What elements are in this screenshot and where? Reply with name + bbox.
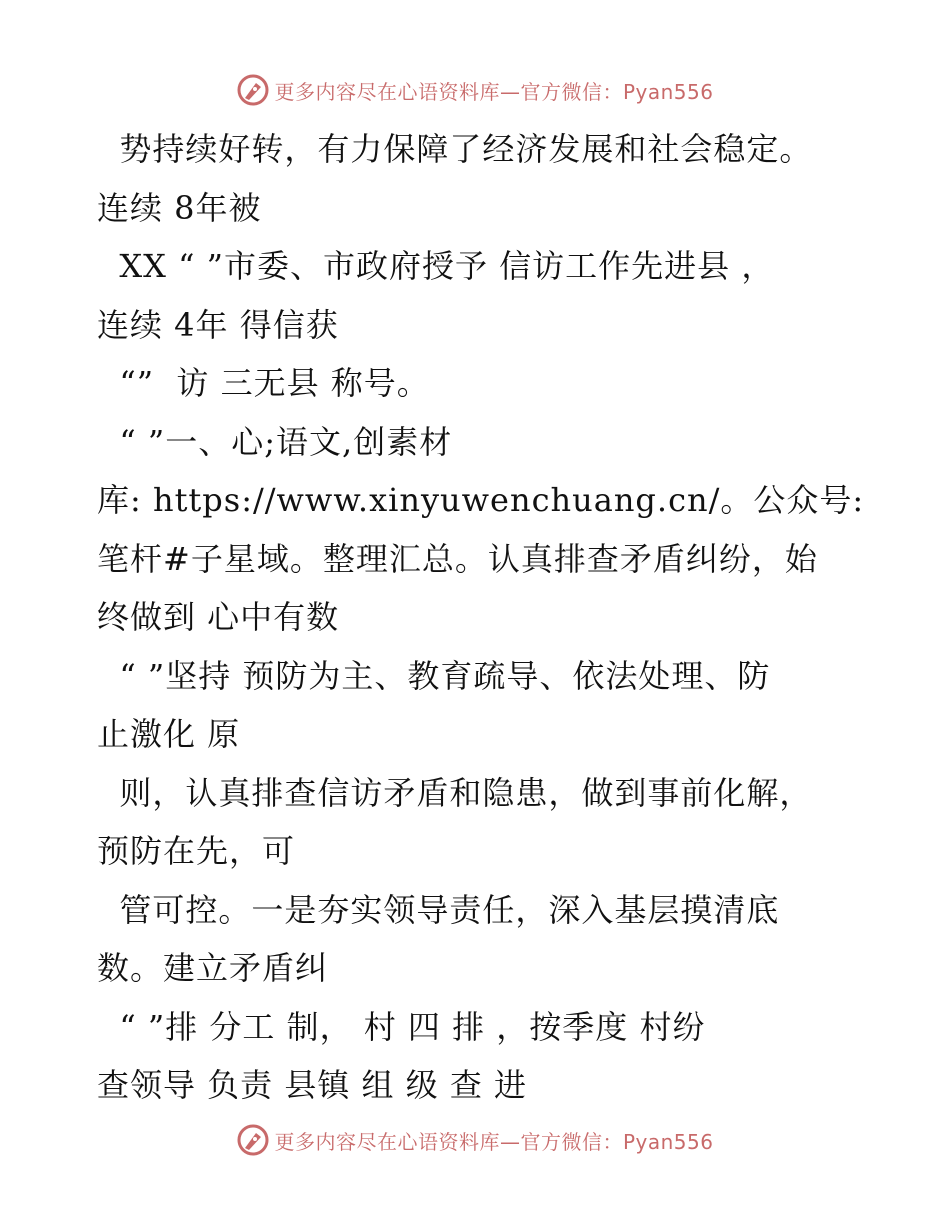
text-line: “ ”一、心;语文,创素材 — [97, 422, 453, 461]
header-watermark — [0, 70, 950, 110]
text-line: 终做到 心中有数 — [97, 598, 340, 636]
text-line: 管可控。一是夯实领导责任，深入基层摸清底 — [97, 890, 780, 929]
text-line: 数。建立矛盾纠 — [97, 949, 329, 987]
text-line: 则，认真排查信访矛盾和隐患，做到事前化解， — [97, 773, 813, 812]
text-line: 势持续好转，有力保障了经济发展和社会稳定。 — [97, 130, 813, 168]
text-line: 连续 4年 得信获 — [97, 305, 339, 344]
text-line: “ ”排 分工 制， 村 四 排 ，按季度 村纷 — [97, 1007, 706, 1046]
watermark-text: 更多内容尽在心语资料库—官方微信：Pyan556 — [274, 1129, 714, 1154]
text-line: “ ”坚持 预防为主、教育疏导、依法处理、防 — [97, 656, 771, 695]
text-line: “” 访 三无县 称号。 — [97, 364, 430, 402]
text-line: 连续 8年被 — [97, 188, 262, 227]
pen-nib-circle-icon — [236, 73, 270, 107]
pen-nib-circle-icon — [236, 1123, 270, 1157]
text-line: 止激化 原 — [97, 715, 241, 753]
text-line: 笔杆#子星域。整理汇总。认真排查矛盾纠纷，始 — [97, 539, 818, 578]
document-body — [97, 120, 887, 1115]
text-line: 库: https://www.xinyuwenchuang.cn/。公众号: — [97, 481, 865, 519]
text-line: XX “ ”市委、市政府授予 信访工作先进县 ， — [97, 247, 775, 285]
text-line: 预防在先，可 — [97, 832, 296, 870]
text-line: 查领导 负责 县镇 组 级 查 进 — [97, 1066, 528, 1104]
footer-watermark — [0, 1120, 950, 1160]
watermark-text: 更多内容尽在心语资料库—官方微信：Pyan556 — [274, 79, 714, 104]
